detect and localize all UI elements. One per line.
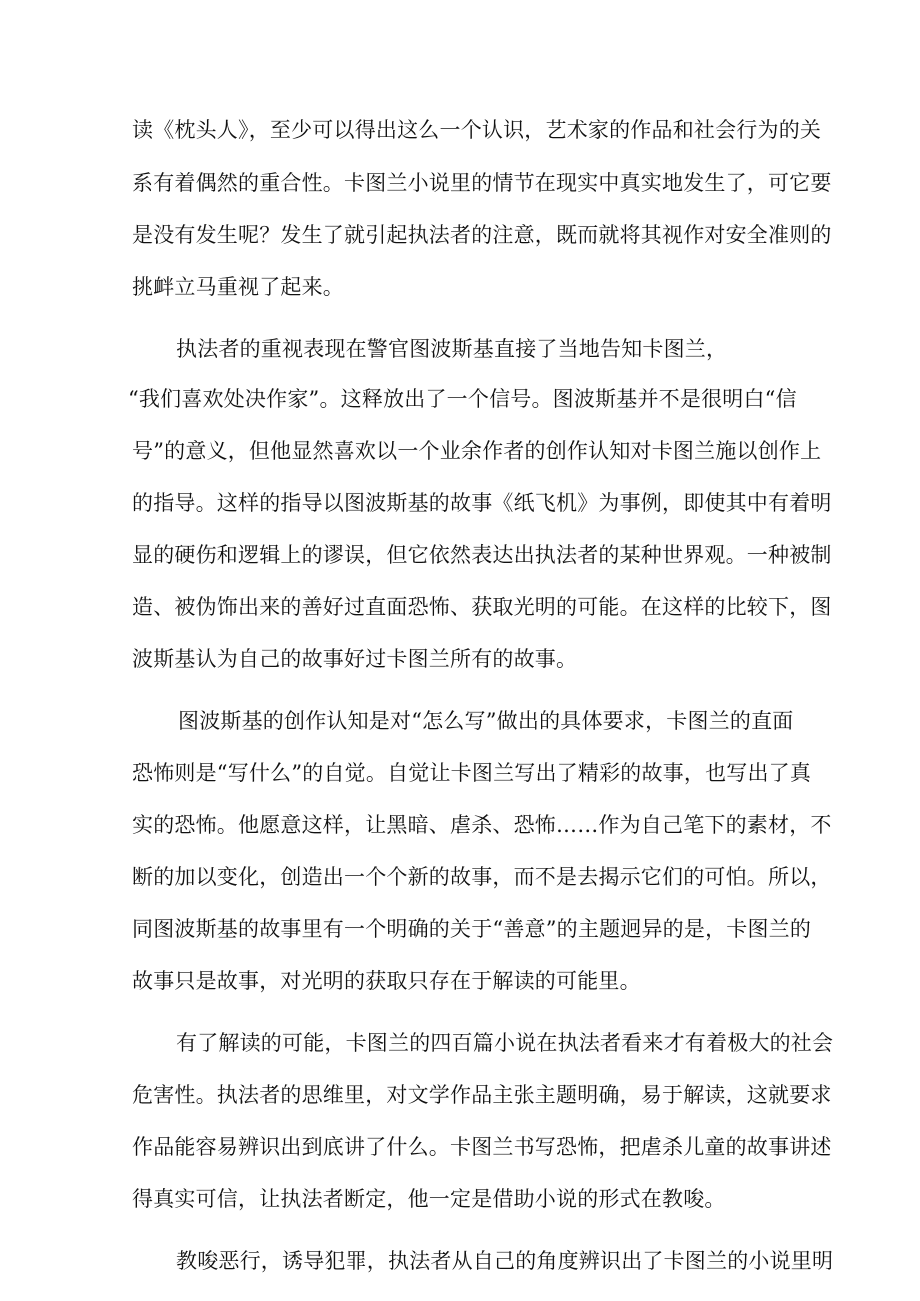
paragraph-2-line-5: 显的硬伤和逻辑上的谬误，但它依然表达出执法者的某种世界观。一种被制: [132, 543, 832, 567]
paragraph-5-line-1: 教唆恶行，诱导犯罪，执法者从自己的角度辨识出了卡图兰的小说里明: [176, 1249, 834, 1273]
paragraph-3-line-2: 恐怖则是“写什么”的自觉。自觉让卡图兰写出了精彩的故事，也写出了真: [132, 761, 812, 785]
paragraph-3-line-4: 断的加以变化，创造出一个个新的故事，而不是去揭示它们的可怕。所以，: [132, 865, 832, 889]
paragraph-4-line-1: 有了解读的可能，卡图兰的四百篇小说在执法者看来才有着极大的社会: [176, 1031, 834, 1055]
paragraph-2-line-6: 造、被伪饰出来的善好过直面恐怖、获取光明的可能。在这样的比较下，图: [132, 595, 832, 619]
paragraph-2-line-3: 号”的意义，但他显然喜欢以一个业余作者的创作认知对卡图兰施以创作上: [132, 439, 822, 463]
paragraph-1-line-4: 挑衅立马重视了起来。: [132, 275, 344, 299]
paragraph-3-line-1: 图波斯基的创作认知是对“怎么写”做出的具体要求，卡图兰的直面: [178, 709, 794, 733]
paragraph-2-line-2: “我们喜欢处决作家”。这释放出了一个信号。图波斯基并不是很明白“信: [128, 387, 797, 411]
paragraph-3-line-5: 同图波斯基的故事里有一个明确的关于“善意”的主题迥异的是，卡图兰的: [132, 917, 812, 941]
paragraph-4-line-4: 得真实可信，让执法者断定，他一定是借助小说的形式在教唆。: [132, 1187, 726, 1211]
paragraph-3-line-3: 实的恐怖。他愿意这样，让黑暗、虐杀、恐怖……作为自己笔下的素材，不: [132, 813, 832, 837]
paragraph-2-line-7: 波斯基认为自己的故事好过卡图兰所有的故事。: [132, 647, 578, 671]
paragraph-4-line-2: 危害性。执法者的思维里，对文学作品主张主题明确，易于解读，这就要求: [132, 1083, 832, 1107]
paragraph-1-line-2: 系有着偶然的重合性。卡图兰小说里的情节在现实中真实地发生了，可它要: [132, 171, 832, 195]
paragraph-2-line-1: 执法者的重视表现在警官图波斯基直接了当地告知卡图兰，: [176, 337, 728, 361]
paragraph-4-line-3: 作品能容易辨识出到底讲了什么。卡图兰书写恐怖，把虐杀儿童的故事讲述: [132, 1135, 832, 1159]
paragraph-1-line-3: 是没有发生呢？发生了就引起执法者的注意，既而就将其视作对安全准则的: [132, 223, 832, 247]
paragraph-3-line-6: 故事只是故事，对光明的获取只存在于解读的可能里。: [132, 969, 641, 993]
paragraph-2-line-4: 的指导。这样的指导以图波斯基的故事《纸飞机》为事例，即使其中有着明: [132, 491, 832, 515]
paragraph-1-line-1: 读《枕头人》，至少可以得出这么一个认识，艺术家的作品和社会行为的关: [132, 118, 822, 142]
